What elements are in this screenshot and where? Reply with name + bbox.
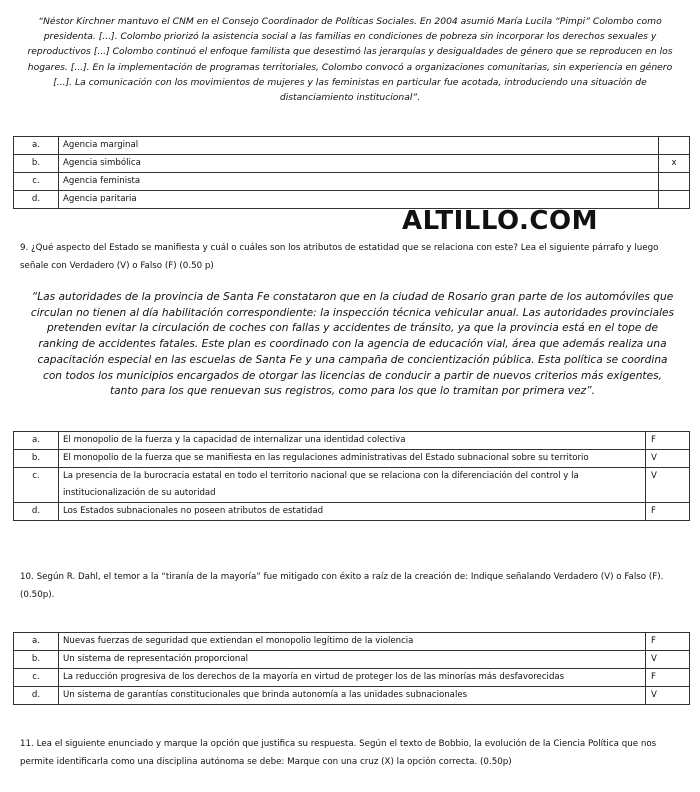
option-letter: a. [14, 137, 59, 155]
option-text: Agencia marginal [59, 137, 659, 155]
option-text: Un sistema de representación proporcional [59, 651, 646, 669]
table-row [14, 155, 690, 173]
answer-table-9 [13, 431, 690, 521]
table-row [14, 633, 690, 651]
option-letter: d. [14, 687, 59, 705]
table-row [14, 137, 690, 155]
table-row [14, 468, 690, 503]
option-letter: b. [14, 651, 59, 669]
option-letter: d. [14, 191, 59, 209]
option-letter: b. [14, 450, 59, 468]
quote-block-1: “Néstor Kirchner mantuvo el CNM en el Consejo Coordinador de Políticas Sociales. En 2004 asumió María Lucila “Pimpi” Colombo como presidenta. [...]. Colombo priorizó la asistencia social a las familias en condiciones de pobreza sin incorporar los derechos sexuales y reproductivos [...] Colombo continuó el enfoque familista que desestimó las jerarquías y desigualdades de género que se reproducen en los hogares. [...]. En la implementación de programas territoriales, Colombo convocó a organizaciones comunitarias, sin experiencia en género [...]. La comunicación con los movimientos de mujeres y las feministas en particular fue acotada, introduciendo una situación de distanciamiento institucional”. [27, 16, 673, 104]
option-mark[interactable] [659, 191, 690, 209]
quote-block-2: “Las autoridades de la provincia de Santa Fe constataron que en la ciudad de Rosario gran parte de los automóviles que circulan no tienen al día habilitación correspondiente: la inspección técnica vehicular anual. Las autoridades provinciales pretenden evitar la circulación de coches con fallas y accidentes de tránsito, ya que la provincia está en el tope de ranking de accidentes fatales. Este plan es coordinado con la agencia de educación vial, área que además realiza una capacitación especial en las escuelas de Santa Fe y una campaña de concientización pública. Esta política se coordina con todos los municipios encargados de otorgar las licencias de conducir a partir de nuevos criterios más exigentes, tanto para los que renuevan sus registros, como para los que lo tramitan por primera vez”. [30, 291, 675, 398]
option-text: Un sistema de garantías constitucionales que brinda autonomía a las unidades subnacionales [59, 687, 646, 705]
option-mark[interactable]: F [646, 503, 690, 521]
option-letter: d. [14, 503, 59, 521]
option-mark[interactable]: V [646, 687, 690, 705]
option-text: El monopolio de la fuerza y la capacidad de internalizar una identidad colectiva [59, 432, 646, 450]
question-9: 9. ¿Qué aspecto del Estado se manifiesta y cuál o cuáles son los atributos de estatidad que se relaciona con este? Lea el siguiente párrafo y luego señale con Verdadero (V) o Falso (F) (0.50 p) [20, 243, 659, 271]
table-row [14, 432, 690, 450]
option-letter: c. [14, 173, 59, 191]
option-text: Nuevas fuerzas de seguridad que extiendan el monopolio legítimo de la violencia [59, 633, 646, 651]
option-mark[interactable]: V [646, 468, 690, 503]
option-text: El monopolio de la fuerza que se manifiesta en las regulaciones administrativas del Estado subnacional sobre su territorio [59, 450, 646, 468]
answer-table-10 [13, 632, 690, 705]
table-row [14, 450, 690, 468]
option-mark[interactable] [659, 173, 690, 191]
watermark-logo: ALTILLO.COM [402, 206, 598, 236]
option-letter: a. [14, 633, 59, 651]
table-row [14, 651, 690, 669]
option-letter: a. [14, 432, 59, 450]
option-mark[interactable]: V [646, 450, 690, 468]
option-mark[interactable]: F [646, 669, 690, 687]
option-text: Los Estados subnacionales no poseen atributos de estatidad [59, 503, 646, 521]
question-11: 11. Lea el siguiente enunciado y marque la opción que justifica su respuesta. Según el texto de Bobbio, la evolución de la Ciencia Política que nos permite identificarla como una disciplina autónoma se debe: Marque con una cruz (X) la opción correcta. (0.50p) [20, 739, 657, 767]
option-text: La reducción progresiva de los derechos de la mayoría en virtud de proteger los de las minorías más desfavorecidas [59, 669, 646, 687]
table-row [14, 687, 690, 705]
option-text: Agencia feminista [59, 173, 659, 191]
option-mark[interactable]: F [646, 633, 690, 651]
option-text: Agencia paritaria [59, 191, 659, 209]
question-10: 10. Según R. Dahl, el temor a la “tiranía de la mayoría” fue mitigado con éxito a raíz de la creación de: Indique señalando Verdadero (V) o Falso (F). (0.50p). [20, 572, 664, 600]
table-row [14, 503, 690, 521]
option-mark[interactable]: F [646, 432, 690, 450]
table-row [14, 173, 690, 191]
option-mark[interactable] [659, 137, 690, 155]
answer-table-8 [13, 136, 690, 209]
option-text: Agencia simbólica [59, 155, 659, 173]
option-letter: c. [14, 468, 59, 503]
option-letter: b. [14, 155, 59, 173]
option-mark[interactable]: V [646, 651, 690, 669]
option-letter: c. [14, 669, 59, 687]
table-row [14, 669, 690, 687]
option-text: La presencia de la burocracia estatal en todo el territorio nacional que se relaciona con la diferenciación del control y la institucionalización de su autoridad [59, 468, 646, 503]
option-mark[interactable]: x [659, 155, 690, 173]
